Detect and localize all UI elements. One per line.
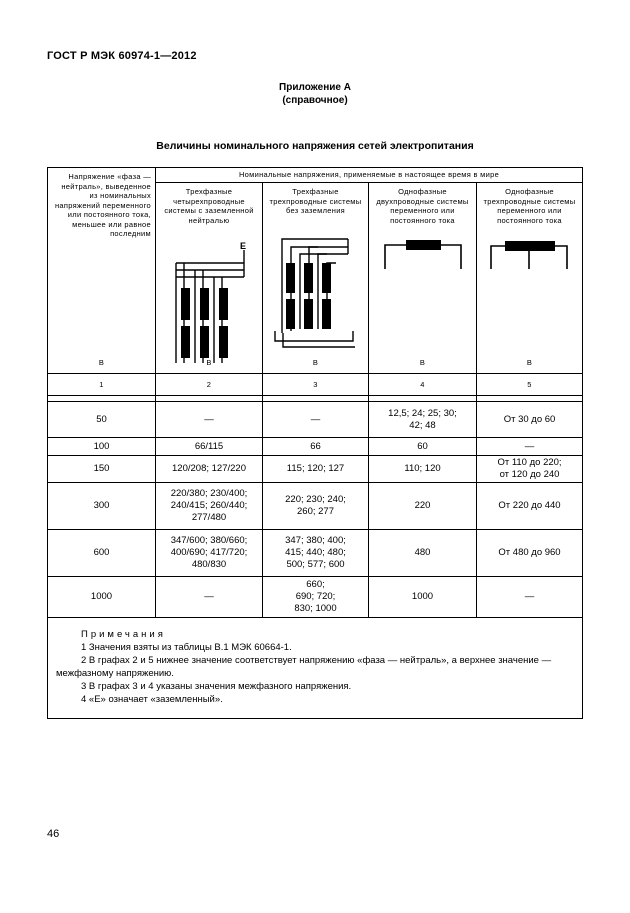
- table-cell: 660; 690; 720; 830; 1000: [263, 577, 369, 618]
- table-cell: 66: [263, 438, 369, 456]
- table-cell: От 30 до 60: [477, 402, 583, 438]
- table-cell: 115; 120; 127: [263, 456, 369, 483]
- table-cell: —: [156, 402, 263, 438]
- table-row: [48, 456, 583, 483]
- table-cell: 50: [48, 402, 156, 438]
- col-number: 1: [48, 374, 156, 396]
- table-body: [48, 402, 583, 618]
- voltage-table: [47, 167, 583, 719]
- table-title: Величины номинального напряжения сетей электропитания: [156, 140, 474, 152]
- table-cell: 1000: [369, 577, 477, 618]
- table-cell: 347; 380; 400; 415; 440; 480; 500; 577; 600: [263, 530, 369, 577]
- table-cell: —: [156, 577, 263, 618]
- page-number: 46: [47, 828, 60, 840]
- note-item: 1 Значения взяты из таблицы В.1 МЭК 60664-1.: [81, 642, 292, 653]
- table-row: [48, 402, 583, 438]
- table-cell: 600: [48, 530, 156, 577]
- single-phase-three-wire-diagram: [477, 183, 583, 373]
- three-phase-three-wire-diagram: [263, 183, 369, 373]
- unit-col4: В: [419, 357, 426, 367]
- group-header: Номинальные напряжения, применяемые в настоящее время в мире: [156, 168, 583, 183]
- unit-col5: В: [526, 357, 533, 367]
- table-cell: От 110 до 220; от 120 до 240: [477, 456, 583, 483]
- unit-col1: В: [98, 357, 105, 367]
- header-col2: [156, 183, 263, 374]
- table-row: [48, 530, 583, 577]
- table-cell: 12,5; 24; 25; 30; 42; 48: [369, 402, 477, 438]
- col-number: 2: [156, 374, 263, 396]
- notes-title: Примечания: [81, 629, 166, 640]
- table-row: [48, 438, 583, 456]
- table-row: [48, 483, 583, 530]
- note-item: 3 В графах 3 и 4 указаны значения межфазного напряжения.: [81, 681, 352, 692]
- table-cell: 347/600; 380/660; 400/690; 417/720; 480/830: [156, 530, 263, 577]
- single-phase-two-wire-diagram: [369, 183, 477, 373]
- table-cell: 120/208; 127/220: [156, 456, 263, 483]
- table-cell: —: [263, 402, 369, 438]
- table-cell: От 480 до 960: [477, 530, 583, 577]
- table-cell: 100: [48, 438, 156, 456]
- earth-label: E: [240, 241, 247, 251]
- table-cell: 220: [369, 483, 477, 530]
- col-number: 5: [477, 374, 583, 396]
- header-col4-text: Однофазные двухпроводные системы переменного или постоянного тока: [376, 187, 469, 225]
- header-col5: [477, 183, 583, 374]
- note-item: 4 «Е» означает «заземленный».: [81, 694, 223, 705]
- col-number: 3: [263, 374, 369, 396]
- table-cell: 60: [369, 438, 477, 456]
- unit-col3: В: [312, 357, 319, 367]
- three-phase-four-wire-diagram: [156, 183, 263, 373]
- header-col4: [369, 183, 477, 374]
- note-item: 2 В графах 2 и 5 нижнее значение соответствует напряжению «фаза — нейтраль», а верхнее значение — межфазному напряжению.: [56, 655, 552, 679]
- column-numbers-row: [48, 374, 583, 396]
- header-col3: [263, 183, 369, 374]
- table-row: [48, 577, 583, 618]
- table-cell: 66/115: [156, 438, 263, 456]
- table-cell: 150: [48, 456, 156, 483]
- table-cell: От 220 до 440: [477, 483, 583, 530]
- header-col2-text: Трехфазные четырехпроводные системы с заземленной нейтралью: [164, 187, 254, 225]
- annex-title: Приложение А: [279, 82, 351, 93]
- header-col1-text: Напряжение «фаза — нейтраль», выведенное из номинальных напряжений переменного или постоянного тока, меньшее или равное последним: [54, 172, 151, 238]
- table-cell: —: [477, 577, 583, 618]
- document-header: ГОСТ Р МЭК 60974-1—2012: [47, 50, 197, 62]
- table-cell: 1000: [48, 577, 156, 618]
- table-cell: —: [477, 438, 583, 456]
- table-cell: 480: [369, 530, 477, 577]
- header-col1: [48, 168, 156, 374]
- header-col5-text: Однофазные трехпроводные системы переменного или постоянного тока: [483, 187, 576, 225]
- notes-block: [48, 618, 583, 719]
- table-cell: 220/380; 230/400; 240/415; 260/440; 277/480: [156, 483, 263, 530]
- annex-subtitle: (справочное): [282, 95, 348, 106]
- col-number: 4: [369, 374, 477, 396]
- unit-col2: В: [206, 357, 212, 367]
- header-col3-text: Трехфазные трехпроводные системы без заземления: [269, 187, 362, 215]
- table-cell: 110; 120: [369, 456, 477, 483]
- table-cell: 220; 230; 240; 260; 277: [263, 483, 369, 530]
- table-cell: 300: [48, 483, 156, 530]
